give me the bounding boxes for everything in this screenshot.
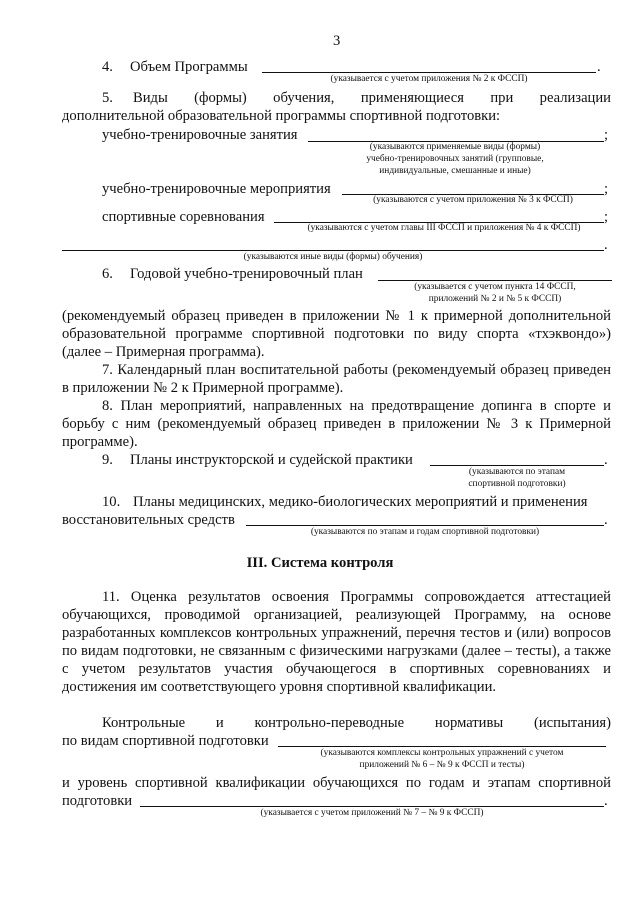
other-forms-note: (указываются иные виды (формы) обучения)	[243, 252, 423, 262]
training-sessions-note-1: (указываются применяемые виды (формы)	[369, 142, 541, 152]
item-5-word: Виды	[133, 90, 168, 106]
section-3-title: III. Система контроля	[246, 555, 394, 571]
item-6-number: 6.	[102, 266, 113, 282]
item-9-end: .	[604, 452, 608, 468]
qualification-line2: подготовки	[62, 793, 133, 809]
norms-fill-line	[278, 746, 606, 747]
other-forms-end: .	[604, 237, 608, 253]
norms-note-1: (указываются комплексы контрольных упражнений с учетом	[320, 748, 564, 758]
item-5-word: применяющиеся	[360, 90, 464, 106]
page-number: 3	[333, 33, 341, 49]
training-sessions-label: учебно-тренировочные занятия	[102, 127, 298, 143]
item-4-fill-line	[262, 72, 596, 73]
item-5-word: (формы)	[194, 90, 247, 106]
training-events-end: ;	[604, 181, 609, 197]
item-10-text: Планы медицинских, медико-биологических мероприятий и применения	[133, 494, 588, 510]
item-9-number: 9.	[102, 452, 113, 468]
item-4-note: (указывается с учетом приложения № 2 к ФССП)	[330, 74, 528, 84]
item-9-note-2: спортивной подготовки)	[468, 479, 566, 489]
item-9-fill-line	[430, 465, 604, 466]
competitions-note: (указываются с учетом главы III ФССП и приложения № 4 к ФССП)	[307, 223, 581, 233]
item-4-number: 4.	[102, 59, 113, 75]
item-6-note-2: приложений № 2 и № 5 к ФССП)	[428, 294, 562, 304]
item-8-paragraph	[62, 397, 611, 451]
competitions-label: спортивные соревнования	[102, 209, 265, 225]
item-10-fill-line	[246, 525, 604, 526]
item-9-text: Планы инструкторской и судейской практики	[130, 452, 413, 468]
qualification-fill-line	[140, 806, 604, 807]
qualification-note: (указывается с учетом приложений № 7 – № 9 к ФССП)	[260, 808, 484, 818]
training-events-label: учебно-тренировочные мероприятия	[102, 181, 331, 197]
item-4-end: .	[597, 59, 601, 75]
item-8-text: План мероприятий, направленных на предотвращение допинга в спорте и борьбу с ним (рекомендуемый образец приведен в приложении № 3 к Примерной программе).	[62, 398, 611, 450]
item-6-text: Годовой учебно-тренировочный план	[130, 266, 363, 282]
norms-word: контрольно-переводные	[254, 715, 405, 731]
item-8-number: 8.	[102, 398, 113, 414]
item-10-number: 10.	[102, 494, 121, 510]
norms-line2: по видам спортивной подготовки	[62, 733, 269, 749]
item-10-end: .	[604, 512, 608, 528]
other-forms-fill-line	[62, 250, 604, 251]
item-7-text: Календарный план воспитательной работы (рекомендуемый образец приведен в приложении № 2 к Примерной программе).	[62, 362, 611, 396]
paragraph-11-text: Оценка результатов освоения Программы сопровождается аттестацией обучающихся, проводимой организацией, реализующей Программу, на основе разработанных комплексов контрольных упражнений, перечня тестов и (или) вопросов по видам подготовки, не связанным с физическими нагрузками (далее – тесты), а также с учетом результатов участия обучающегося в спортивных соревнованиях и достижения им соответствующего уровня спортивной квалификации.	[62, 589, 611, 695]
item-9-note-1: (указываются по этапам	[468, 467, 566, 477]
item-7-paragraph	[62, 361, 611, 397]
item-5-line2: дополнительной образовательной программы спортивной подготовки:	[62, 108, 501, 124]
paragraph-11	[62, 588, 611, 696]
item-10-note: (указываются по этапам и годам спортивной подготовки)	[310, 527, 540, 537]
item-5-word: при	[490, 90, 514, 106]
paragraph-11-number: 11.	[102, 589, 120, 605]
competitions-end: ;	[604, 209, 609, 225]
training-sessions-note-2: учебно-тренировочных занятий (групповые,	[366, 154, 544, 164]
item-5-number: 5.	[102, 90, 113, 106]
norms-note-2: приложений № 6 – № 9 к ФССП и тесты)	[359, 760, 525, 770]
item-6-fill-line	[378, 280, 612, 281]
item-5-line1	[133, 89, 611, 107]
training-events-note: (указываются с учетом приложения № 3 к ФССП)	[373, 195, 573, 205]
item-6-note-1: (указывается с учетом пункта 14 ФССП,	[414, 282, 576, 292]
item-5-word: реализации	[539, 90, 611, 106]
item-5-word: обучения,	[273, 90, 335, 106]
training-sessions-end: ;	[604, 127, 609, 143]
norms-word: и	[215, 715, 224, 731]
norms-line1	[102, 714, 611, 732]
item-4-text: Объем Программы	[130, 59, 248, 75]
norms-word: нормативы	[434, 715, 504, 731]
qualification-line1: и уровень спортивной квалификации обучающихся по годам и этапам спортивной	[62, 775, 611, 791]
training-sessions-note-3: индивидуальные, смешанные и иные)	[379, 166, 531, 176]
item-6-continuation: (рекомендуемый образец приведен в приложении № 1 к примерной дополнительной образовательной программе спортивной подготовки по виду спорта «тхэквондо») (далее – Примерная программа).	[62, 308, 611, 360]
norms-word: Контрольные	[102, 715, 186, 731]
item-10-line2: восстановительных средств	[62, 512, 235, 528]
item-7-number: 7.	[102, 362, 113, 378]
norms-word: (испытания)	[534, 715, 611, 731]
qualification-end: .	[604, 793, 608, 809]
